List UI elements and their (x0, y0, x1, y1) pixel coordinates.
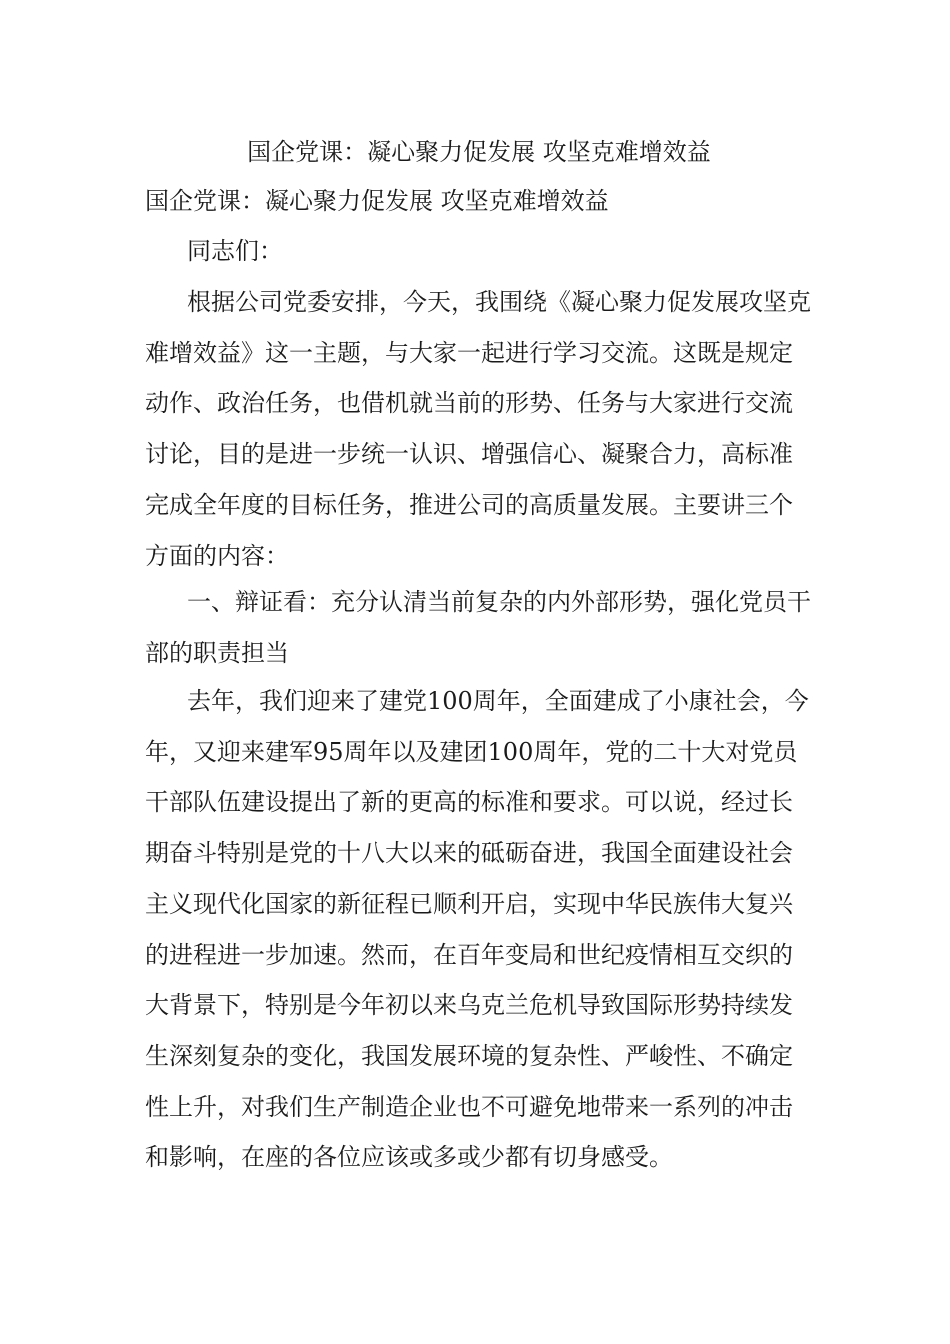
greeting: 同志们： (187, 237, 283, 265)
document-title-centered: 国企党课：凝心聚力促发展 攻坚克难增效益 (247, 138, 711, 166)
document-title-repeat: 国企党课：凝心聚力促发展 攻坚克难增效益 (145, 187, 609, 215)
paragraph-section-1: 去年，我们迎来了建党100周年，全面建成了小康社会，今年，又迎来建军95周年以及建团100周年，党的二十大对党员干部队伍建设提出了新的更高的标准和要求。可以说，经过长期奋斗特别是党的十八大以来的砥砺奋进，我国全面建设社会主义现代化国家的新征程已顺利开启，实现中华民族伟大复兴的进程进一步加速。然而，在百年变局和世纪疫情相互交织的大背景下，特别是今年初以来乌克兰危机导致国际形势持续发生深刻复杂的变化，我国发展环境的复杂性、严峻性、不确定性上升，对我们生产制造企业也不可避免地带来一系列的冲击和影响，在座的各位应该或多或少都有切身感受。 (145, 687, 809, 1172)
section-heading-1: 一、辩证看：充分认清当前复杂的内外部形势，强化党员干部的职责担当 (145, 588, 811, 667)
paragraph-intro: 根据公司党委安排，今天，我围绕《凝心聚力促发展攻坚克难增效益》这一主题，与大家一起进行学习交流。这既是规定动作、政治任务，也借机就当前的形势、任务与大家进行交流讨论，目的是进一步统一认识、增强信心、凝聚合力，高标准完成全年度的目标任务，推进公司的高质量发展。主要讲三个方面的内容： (145, 288, 811, 570)
